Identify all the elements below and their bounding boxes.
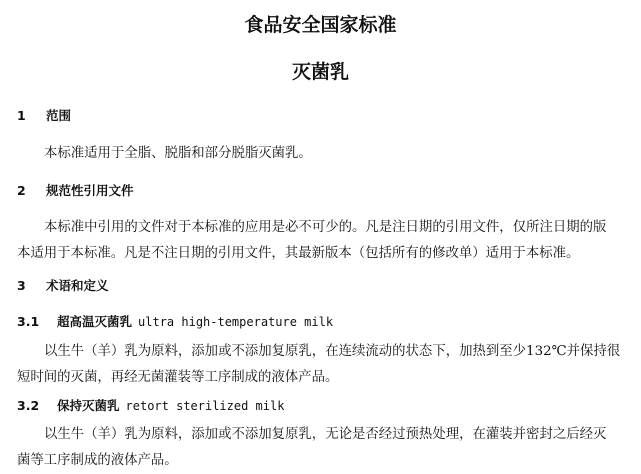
section-2-heading <box>17 181 134 199</box>
section-title: 超高温灭菌乳 <box>57 314 133 329</box>
section-1-heading <box>17 106 71 124</box>
paragraph-line: 菌等工序制成的液体产品。 <box>17 453 178 468</box>
paragraph-line: 以生牛（羊）乳为原料，添加或不添加复原乳，无论是否经过预热处理，在灌装并密封之后经灭 <box>44 427 607 442</box>
section-3-2-heading <box>17 396 284 414</box>
paragraph-line: 以生牛（羊）乳为原料，添加或不添加复原乳，在连续流动的状态下，加热到至少132℃并保持很 <box>44 344 621 359</box>
section-3-heading <box>17 276 109 294</box>
section-number: 3 <box>17 278 26 293</box>
section-3-1-heading <box>17 312 333 330</box>
document-subtitle: 灭菌乳 <box>291 61 349 83</box>
section-title-english: ultra high-temperature milk <box>138 315 334 329</box>
section-3-1-body <box>17 339 633 391</box>
paragraph-line: 本标准适用于全脂、脱脂和部分脱脂灭菌乳。 <box>44 146 312 161</box>
paragraph-line: 本标准中引用的文件对于本标准的应用是必不可少的。凡是注日期的引用文件，仅所注日期的版 <box>44 220 607 235</box>
section-2-body <box>17 215 633 267</box>
section-3-2-body <box>17 422 633 474</box>
section-number: 1 <box>17 108 26 123</box>
section-number: 3.2 <box>17 398 40 413</box>
paragraph-line: 本适用于本标准。凡是不注日期的引用文件，其最新版本（包括所有的修改单）适用于本标准。 <box>17 246 580 261</box>
section-number: 2 <box>17 183 26 198</box>
section-title: 保持灭菌乳 <box>57 398 120 413</box>
section-number: 3.1 <box>17 314 40 329</box>
section-title-english: retort sterilized milk <box>125 399 285 413</box>
section-title: 范围 <box>46 108 72 123</box>
paragraph-line: 短时间的灭菌，再经无菌灌装等工序制成的液体产品。 <box>17 370 339 385</box>
section-1-body <box>17 141 633 167</box>
section-title: 术语和定义 <box>46 278 109 293</box>
document-title: 食品安全国家标准 <box>244 14 397 36</box>
section-title: 规范性引用文件 <box>46 183 134 198</box>
